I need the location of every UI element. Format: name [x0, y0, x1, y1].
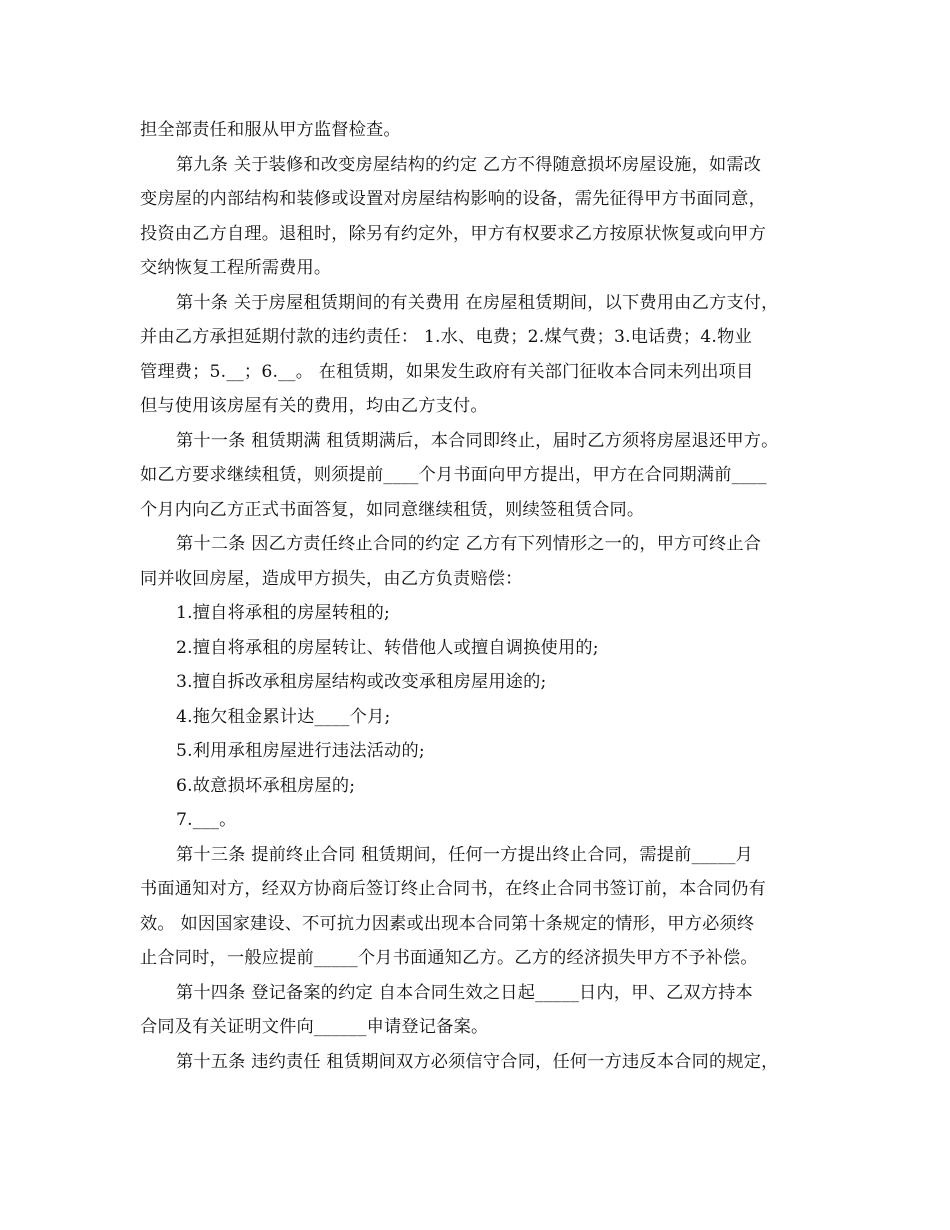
text-line: 交纳恢复工程所需费用。 — [140, 258, 332, 278]
text-line: 但与使用该房屋有关的费用，均由乙方支付。 — [140, 396, 488, 416]
text-line: 2.擅自将承租的房屋转让、转借他人或擅自调换使用的; — [176, 637, 599, 658]
text-line: 并由乙方承担延期付款的违约责任： 1.水、电费；2.煤气费；3.电话费；4.物业 — [140, 327, 752, 347]
text-line: 书面通知对方，经双方协商后签订终止合同书，在终止合同书签订前，本合同仍有 — [140, 879, 766, 899]
text-line: 止合同时，一般应提前_____个月书面通知乙方。乙方的经济损失甲方不予补偿。 — [140, 948, 758, 968]
text-line: 如乙方要求继续租赁，则须提前____个月书面向甲方提出，甲方在合同期满前____ — [140, 465, 767, 485]
text-line: 同并收回房屋，造成甲方损失，由乙方负责赔偿： — [140, 568, 523, 589]
text-line: 投资由乙方自理。退租时，除另有约定外，甲方有权要求乙方按原状恢复或向甲方 — [140, 223, 766, 244]
text-line: 第十条 关于房屋租赁期间的有关费用 在房屋租赁期间，以下费用由乙方支付， — [176, 292, 779, 313]
text-line: 效。 如因国家建设、不可抗力因素或出现本合同第十条规定的情形，甲方必须终 — [140, 913, 755, 934]
text-line: 管理费；5.__；6.__。 在租赁期，如果发生政府有关部门征收本合同未列出项目 — [140, 361, 754, 382]
text-line: 3.擅自拆改承租房屋结构或改变承租房屋用途的; — [176, 672, 547, 692]
text-line: 5.利用承租房屋进行违法活动的; — [176, 741, 425, 761]
text-line: 第十五条 违约责任 租赁期间双方必须信守合同，任何一方违反本合同的规定， — [176, 1051, 779, 1072]
text-line: 第九条 关于装修和改变房屋结构的约定 乙方不得随意损坏房屋设施，如需改 — [176, 154, 762, 175]
text-line: 4.拖欠租金累计达____个月; — [176, 706, 391, 727]
text-line: 第十四条 登记备案的约定 自本合同生效之日起_____日内，甲、乙双方持本 — [176, 982, 753, 1003]
text-line: 变房屋的内部结构和装修或设置对房屋结构影响的设备，需先征得甲方书面同意， — [140, 189, 766, 209]
text-line: 合同及有关证明文件向______申请登记备案。 — [140, 1017, 489, 1037]
text-line: 个月内向乙方正式书面答复，如同意继续租赁，则续签租赁合同。 — [140, 499, 645, 520]
text-line: 第十二条 因乙方责任终止合同的约定 乙方有下列情形之一的，甲方可终止合 — [176, 534, 762, 554]
text-line: 1.擅自将承租的房屋转租的; — [176, 603, 391, 623]
text-line: 第十一条 租赁期满 租赁期满后，本合同即终止，届时乙方须将房屋退还甲方。 — [176, 430, 779, 451]
text-line: 担全部责任和服从甲方监督检查。 — [140, 120, 401, 140]
text-line: 第十三条 提前终止合同 租赁期间，任何一方提出终止合同，需提前_____月 — [176, 844, 753, 865]
text-line: 6.故意损坏承租房屋的; — [176, 775, 356, 796]
text-line: 7.___。 — [176, 810, 237, 830]
contract-text — [140, 113, 830, 1079]
